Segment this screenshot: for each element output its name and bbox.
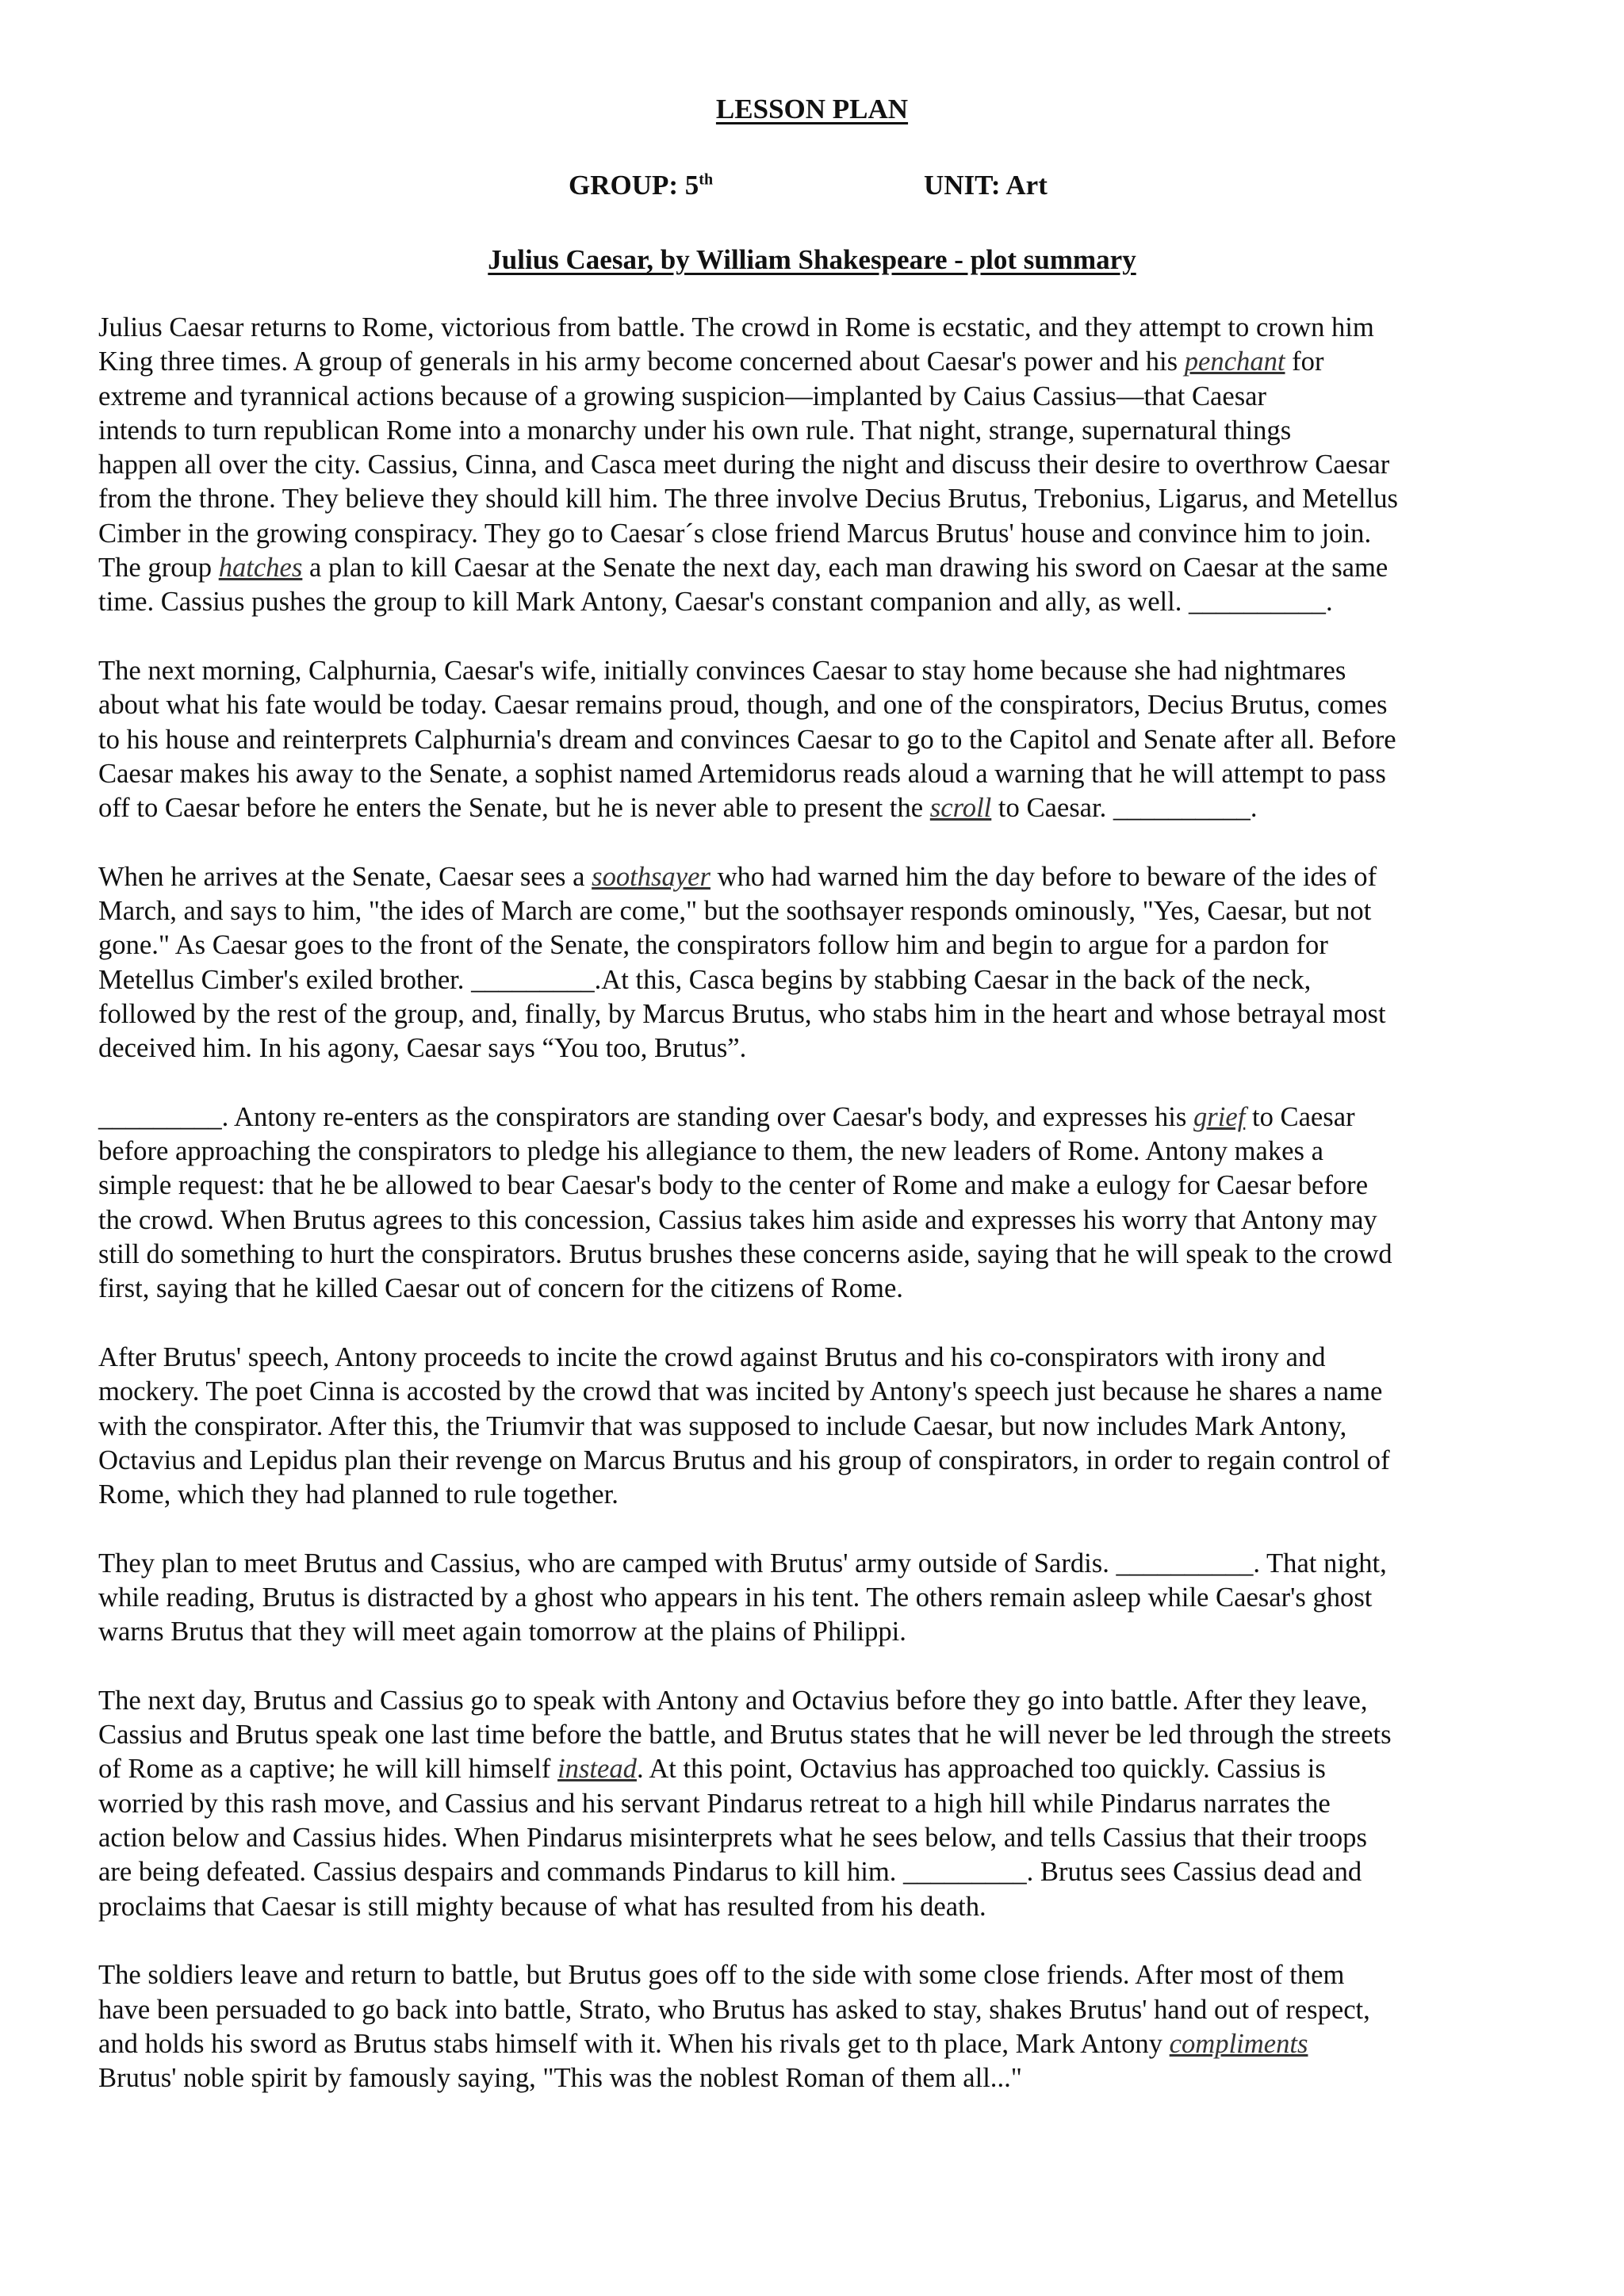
line-text: The group xyxy=(98,553,219,584)
line-text: Caesar makes his away to the Senate, a sophist named Artemidorus reads aloud a warning that he will attempt to pass xyxy=(98,758,1386,789)
unit-label: UNIT: Art xyxy=(924,170,1048,201)
line-text: and holds his sword as Brutus stabs himself with it. When his rivals get to th place, Mark Antony xyxy=(98,2028,1170,2059)
paragraph-line xyxy=(98,1752,1496,1786)
paragraph-line xyxy=(98,448,1496,482)
line-text: of Rome as a captive; he will kill himself xyxy=(98,1754,558,1785)
summary-paragraph xyxy=(98,1100,1496,1307)
line-text: _________. Antony re-enters as the conspirators are standing over Caesar's body, and expresses his xyxy=(98,1101,1194,1132)
plot-summary-body xyxy=(98,311,1496,2130)
summary-paragraph xyxy=(98,1547,1496,1650)
paragraph-line xyxy=(98,1821,1496,1855)
paragraph-line xyxy=(98,757,1496,791)
vocabulary-word: scroll xyxy=(929,793,992,824)
line-text: happen all over the city. Cassius, Cinna, and Casca meet during the night and discuss their desire to overthrow Caesar xyxy=(98,450,1390,480)
paragraph-line xyxy=(98,1581,1496,1615)
summary-paragraph xyxy=(98,311,1496,620)
paragraph-line xyxy=(98,1169,1496,1203)
paragraph-line xyxy=(98,482,1496,516)
paragraph-line xyxy=(98,311,1496,345)
paragraph-line xyxy=(98,345,1496,379)
line-text: from the throne. They believe they should kill him. The three involve Decius Brutus, Trebonius, Ligarus, and Metellus xyxy=(98,484,1398,515)
paragraph-line xyxy=(98,723,1496,757)
line-text: a plan to kill Caesar at the Senate the next day, each man drawing his sword on Caesar at the same xyxy=(302,553,1388,584)
line-text: Rome, which they had planned to rule together. xyxy=(98,1479,619,1510)
line-text: When he arrives at the Senate, Caesar sees a xyxy=(98,861,592,892)
paragraph-line xyxy=(98,1100,1496,1135)
paragraph-line xyxy=(98,1890,1496,1924)
paragraph-line xyxy=(98,1718,1496,1752)
summary-paragraph xyxy=(98,654,1496,825)
paragraph-line xyxy=(98,894,1496,928)
line-text: The soldiers leave and return to battle, but Brutus goes off to the side with some close friends. After most of them xyxy=(98,1960,1345,1991)
paragraph-line xyxy=(98,414,1496,448)
line-text: still do something to hurt the conspirators. Brutus brushes these concerns aside, saying that he will speak to the crowd xyxy=(98,1239,1392,1270)
line-text: simple request: that he be allowed to bear Caesar's body to the center of Rome and make a eulogy for Caesar before xyxy=(98,1170,1369,1201)
line-text: Metellus Cimber's exiled brother. _________.At this, Casca begins by stabbing Caesar in the back of the neck, xyxy=(98,964,1312,995)
line-text: off to Caesar before he enters the Senate, but he is never able to present the xyxy=(98,793,930,824)
line-text: the crowd. When Brutus agrees to this concession, Cassius takes him aside and expresses his worry that Antony may xyxy=(98,1204,1377,1235)
vocabulary-word: compliments xyxy=(1169,2028,1308,2059)
line-text: before approaching the conspirators to pledge his allegiance to them, the new leaders of Rome. Antony makes a xyxy=(98,1136,1323,1167)
line-text: time. Cassius pushes the group to kill Mark Antony, Caesar's constant companion and ally, as well. __________. xyxy=(98,587,1333,618)
paragraph-line xyxy=(98,997,1496,1031)
line-text: . At this point, Octavius has approached too quickly. Cassius is xyxy=(636,1754,1326,1785)
line-text: have been persuaded to go back into battle, Strato, who Brutus has asked to stay, shakes Brutus' hand out of respect, xyxy=(98,1994,1370,2025)
line-text: The next day, Brutus and Cassius go to speak with Antony and Octavius before they go into battle. After they leave, xyxy=(98,1685,1368,1716)
group-label xyxy=(569,170,713,201)
line-text: proclaims that Caesar is still mighty because of what has resulted from his death. xyxy=(98,1891,986,1922)
paragraph-line xyxy=(98,1341,1496,1375)
line-text: first, saying that he killed Caesar out of concern for the citizens of Rome. xyxy=(98,1273,903,1304)
paragraph-line xyxy=(98,1203,1496,1238)
paragraph-line xyxy=(98,928,1496,962)
line-text: Cassius and Brutus speak one last time before the battle, and Brutus states that he will never be led through the streets xyxy=(98,1720,1392,1751)
line-text: about what his fate would be today. Caesar remains proud, though, and one of the conspirators, Decius Brutus, comes xyxy=(98,690,1388,721)
line-text: to his house and reinterprets Calphurnia's dream and convinces Caesar to go to the Capitol and Senate after all. Before xyxy=(98,724,1396,755)
paragraph-line xyxy=(98,1958,1496,1992)
paragraph-line xyxy=(98,380,1496,414)
line-text: extreme and tyrannical actions because of a growing suspicion—implanted by Caius Cassius—that Caesar xyxy=(98,381,1267,411)
vocabulary-word: grief xyxy=(1193,1101,1246,1132)
plot-summary-subtitle: Julius Caesar, by William Shakespeare - plot summary xyxy=(488,244,1136,275)
paragraph-line xyxy=(98,1272,1496,1306)
paragraph-line xyxy=(98,963,1496,997)
summary-paragraph xyxy=(98,1958,1496,2095)
line-text: with the conspirator. After this, the Triumvir that was supposed to include Caesar, but now includes Mark Antony, xyxy=(98,1410,1347,1441)
paragraph-line xyxy=(98,1684,1496,1718)
line-text: They plan to meet Brutus and Cassius, who are camped with Brutus' army outside of Sardis. __________. That night, xyxy=(98,1548,1387,1578)
summary-paragraph xyxy=(98,860,1496,1066)
group-label-text: GROUP: 5 xyxy=(569,170,699,201)
line-text: The next morning, Calphurnia, Caesar's wife, initially convinces Caesar to stay home because she had nightmares xyxy=(98,655,1346,686)
paragraph-line xyxy=(98,654,1496,688)
paragraph-line xyxy=(98,1410,1496,1444)
line-text: Octavius and Lepidus plan their revenge on Marcus Brutus and his group of conspirators, in order to regain control of xyxy=(98,1445,1390,1475)
paragraph-line xyxy=(98,1135,1496,1169)
line-text: to Caesar. __________. xyxy=(991,793,1258,824)
paragraph-line xyxy=(98,1031,1496,1066)
line-text: King three times. A group of generals in his army become concerned about Caesar's power and his xyxy=(98,346,1185,377)
line-text: worried by this rash move, and Cassius and his servant Pindarus retreat to a high hill while Pindarus narrates the xyxy=(98,1788,1331,1819)
line-text: March, and says to him, "the ides of March are come," but the soothsayer responds ominously, "Yes, Caesar, but not xyxy=(98,896,1372,927)
line-text: to Caesar xyxy=(1245,1101,1355,1132)
line-text: gone." As Caesar goes to the front of the Senate, the conspirators follow him and begin to argue for a pardon for xyxy=(98,930,1328,961)
paragraph-line xyxy=(98,2061,1496,2095)
paragraph-line xyxy=(98,551,1496,585)
line-text: while reading, Brutus is distracted by a ghost who appears in his tent. The others remain asleep while Caesar's ghost xyxy=(98,1582,1373,1613)
line-text: Cimber in the growing conspiracy. They go to Caesar´s close friend Marcus Brutus' house and convince him to join. xyxy=(98,518,1372,549)
vocabulary-word: soothsayer xyxy=(592,861,710,892)
summary-paragraph xyxy=(98,1341,1496,1512)
vocabulary-word: penchant xyxy=(1184,346,1285,377)
paragraph-line xyxy=(98,1547,1496,1581)
line-text: are being defeated. Cassius despairs and commands Pindarus to kill him. _________. Brutus sees Cassius dead and xyxy=(98,1857,1362,1888)
summary-paragraph xyxy=(98,1684,1496,1924)
line-text: mockery. The poet Cinna is accosted by the crowd that was incited by Antony's speech just because he shares a name xyxy=(98,1376,1383,1407)
paragraph-line xyxy=(98,517,1496,551)
line-text: Julius Caesar returns to Rome, victorious from battle. The crowd in Rome is ecstatic, and they attempt to crown him xyxy=(98,312,1374,342)
paragraph-line xyxy=(98,1787,1496,1821)
paragraph-line xyxy=(98,1855,1496,1889)
line-text: Brutus' noble spirit by famously saying, "This was the noblest Roman of them all..." xyxy=(98,2063,1022,2094)
page-title: LESSON PLAN xyxy=(715,94,909,124)
line-text: After Brutus' speech, Antony proceeds to incite the crowd against Brutus and his co-conspirators with irony and xyxy=(98,1341,1326,1372)
paragraph-line xyxy=(98,1615,1496,1649)
paragraph-line xyxy=(98,791,1496,825)
line-text: for xyxy=(1285,346,1324,377)
vocabulary-word: hatches xyxy=(218,553,303,584)
paragraph-line xyxy=(98,1375,1496,1409)
paragraph-line xyxy=(98,585,1496,619)
line-text: followed by the rest of the group, and, finally, by Marcus Brutus, who stabs him in the heart and whose betrayal most xyxy=(98,998,1386,1029)
paragraph-line xyxy=(98,1444,1496,1478)
line-text: who had warned him the day before to beware of the ides of xyxy=(710,861,1377,892)
group-label-superscript: th xyxy=(699,170,714,189)
line-text: deceived him. In his agony, Caesar says “You too, Brutus”. xyxy=(98,1033,747,1064)
vocabulary-word: instead xyxy=(557,1754,637,1785)
paragraph-line xyxy=(98,1478,1496,1512)
paragraph-line xyxy=(98,688,1496,722)
paragraph-line xyxy=(98,1238,1496,1272)
line-text: intends to turn republican Rome into a monarchy under his own rule. That night, strange, supernatural things xyxy=(98,415,1292,446)
paragraph-line xyxy=(98,2027,1496,2061)
paragraph-line xyxy=(98,1993,1496,2027)
line-text: action below and Cassius hides. When Pindarus misinterprets what he sees below, and tells Cassius that their troops xyxy=(98,1823,1367,1854)
line-text: warns Brutus that they will meet again tomorrow at the plains of Philippi. xyxy=(98,1617,906,1647)
paragraph-line xyxy=(98,860,1496,894)
